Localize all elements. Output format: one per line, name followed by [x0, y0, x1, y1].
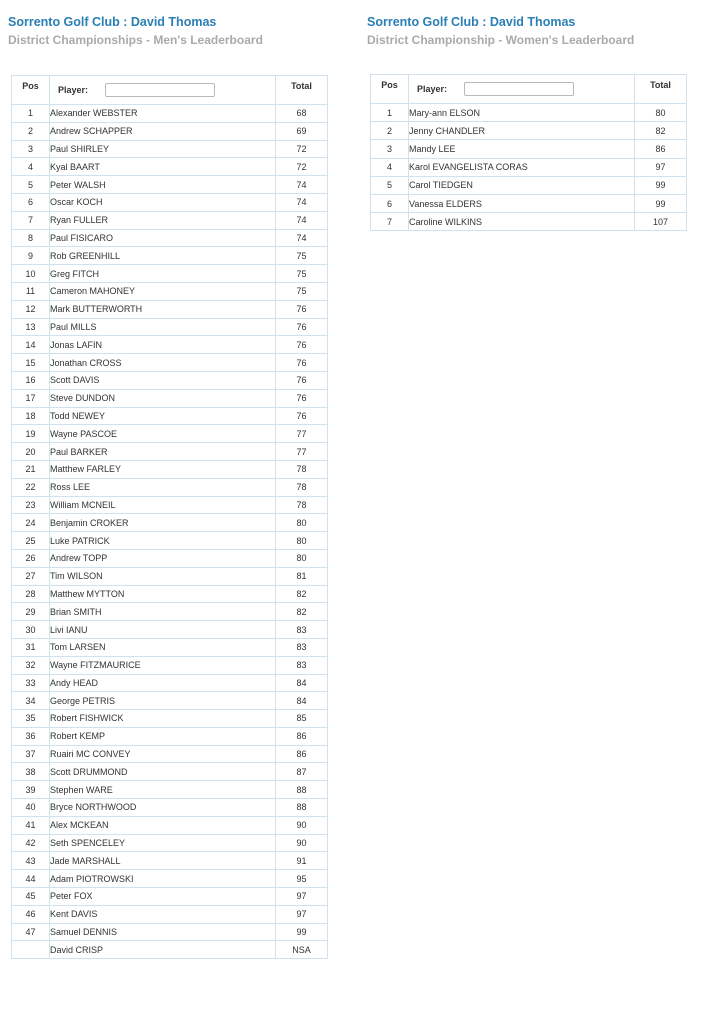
row-player-name: Tim WILSON	[50, 567, 276, 585]
row-total: 75	[276, 282, 328, 300]
row-position: 45	[12, 888, 50, 906]
row-total: 77	[276, 425, 328, 443]
row-position: 16	[12, 371, 50, 389]
row-player-name: Steve DUNDON	[50, 389, 276, 407]
row-position: 4	[371, 158, 409, 176]
row-total: 84	[276, 692, 328, 710]
row-player-name: Cameron MAHONEY	[50, 282, 276, 300]
table-row	[12, 371, 328, 389]
row-position: 9	[12, 247, 50, 265]
row-player-name: Paul SHIRLEY	[50, 140, 276, 158]
table-row	[12, 603, 328, 621]
row-position: 21	[12, 460, 50, 478]
row-player-name: Caroline WILKINS	[409, 213, 635, 231]
row-player-name: Andrew TOPP	[50, 549, 276, 567]
row-total: 82	[635, 122, 687, 140]
row-total: 86	[276, 727, 328, 745]
table-row	[12, 905, 328, 923]
table-row	[12, 247, 328, 265]
row-position: 1	[371, 104, 409, 122]
table-row	[12, 300, 328, 318]
row-position: 38	[12, 763, 50, 781]
row-player-name: Luke PATRICK	[50, 532, 276, 550]
row-position: 35	[12, 710, 50, 728]
row-total: 77	[276, 443, 328, 461]
row-total: 99	[635, 176, 687, 194]
row-player-name: Jenny CHANDLER	[409, 122, 635, 140]
row-total: 78	[276, 460, 328, 478]
row-total: 69	[276, 122, 328, 140]
row-position: 18	[12, 407, 50, 425]
table-row	[12, 799, 328, 817]
row-position: 7	[371, 213, 409, 231]
women-leaderboard-body	[371, 104, 687, 231]
row-total: 107	[635, 213, 687, 231]
row-player-name: David CRISP	[50, 941, 276, 959]
row-position: 22	[12, 478, 50, 496]
table-row	[12, 585, 328, 603]
row-total: 86	[276, 745, 328, 763]
row-total: 86	[635, 140, 687, 158]
row-player-name: Peter FOX	[50, 888, 276, 906]
row-position: 28	[12, 585, 50, 603]
row-position: 39	[12, 781, 50, 799]
row-total: 85	[276, 710, 328, 728]
pos-column-header: Pos	[371, 75, 409, 104]
row-total: 74	[276, 193, 328, 211]
row-total: 99	[635, 194, 687, 212]
row-position: 19	[12, 425, 50, 443]
row-player-name: Andy HEAD	[50, 674, 276, 692]
row-player-name: Samuel DENNIS	[50, 923, 276, 941]
table-row	[12, 941, 328, 959]
row-position: 34	[12, 692, 50, 710]
row-position: 31	[12, 638, 50, 656]
row-player-name: William MCNEIL	[50, 496, 276, 514]
row-position: 5	[12, 176, 50, 194]
table-row	[12, 443, 328, 461]
row-player-name: Livi IANU	[50, 621, 276, 639]
table-row	[371, 194, 687, 212]
table-row	[12, 336, 328, 354]
row-total: 83	[276, 656, 328, 674]
row-position: 12	[12, 300, 50, 318]
row-player-name: Scott DRUMMOND	[50, 763, 276, 781]
row-player-name: Adam PIOTROWSKI	[50, 870, 276, 888]
row-total: 91	[276, 852, 328, 870]
table-row	[12, 496, 328, 514]
row-player-name: Peter WALSH	[50, 176, 276, 194]
table-row	[12, 282, 328, 300]
table-row	[12, 727, 328, 745]
table-row	[371, 140, 687, 158]
table-row	[371, 122, 687, 140]
table-row	[12, 514, 328, 532]
row-position: 7	[12, 211, 50, 229]
row-total: 88	[276, 799, 328, 817]
row-player-name: Mark BUTTERWORTH	[50, 300, 276, 318]
row-position: 26	[12, 549, 50, 567]
row-total: 76	[276, 389, 328, 407]
row-position: 25	[12, 532, 50, 550]
row-total: 97	[635, 158, 687, 176]
row-total: 78	[276, 478, 328, 496]
row-player-name: Ruairi MC CONVEY	[50, 745, 276, 763]
row-player-name: Jonathan CROSS	[50, 354, 276, 372]
table-row	[12, 407, 328, 425]
table-row	[12, 140, 328, 158]
table-row	[12, 193, 328, 211]
row-player-name: Paul BARKER	[50, 443, 276, 461]
row-position: 20	[12, 443, 50, 461]
row-player-name: Robert KEMP	[50, 727, 276, 745]
row-position: 2	[371, 122, 409, 140]
row-player-name: Jonas LAFIN	[50, 336, 276, 354]
row-total: 97	[276, 888, 328, 906]
table-row	[12, 122, 328, 140]
row-player-name: Bryce NORTHWOOD	[50, 799, 276, 817]
row-player-name: Vanessa ELDERS	[409, 194, 635, 212]
row-position: 27	[12, 567, 50, 585]
row-total: 83	[276, 621, 328, 639]
row-position: 37	[12, 745, 50, 763]
row-position: 6	[12, 193, 50, 211]
table-row	[12, 265, 328, 283]
row-total: NSA	[276, 941, 328, 959]
row-player-name: Greg FITCH	[50, 265, 276, 283]
row-position: 4	[12, 158, 50, 176]
row-player-name: Kyal BAART	[50, 158, 276, 176]
row-position: 30	[12, 621, 50, 639]
table-row	[12, 567, 328, 585]
row-position: 41	[12, 816, 50, 834]
men-leaderboard-subtitle: District Championships - Men's Leaderboard	[8, 33, 263, 47]
row-player-name: Oscar KOCH	[50, 193, 276, 211]
men-club-title: Sorrento Golf Club : David Thomas	[8, 15, 217, 29]
row-total: 82	[276, 585, 328, 603]
men-player-filter-input[interactable]	[105, 83, 215, 97]
table-row	[12, 638, 328, 656]
row-position: 14	[12, 336, 50, 354]
women-player-filter-input[interactable]	[464, 82, 574, 96]
table-row	[12, 425, 328, 443]
table-row	[12, 176, 328, 194]
men-leaderboard-body	[12, 105, 328, 959]
table-row	[12, 158, 328, 176]
table-row	[12, 763, 328, 781]
row-position: 42	[12, 834, 50, 852]
row-total: 76	[276, 371, 328, 389]
row-position: 5	[371, 176, 409, 194]
table-row	[12, 923, 328, 941]
row-player-name: Rob GREENHILL	[50, 247, 276, 265]
row-player-name: Brian SMITH	[50, 603, 276, 621]
row-player-name: Mandy LEE	[409, 140, 635, 158]
row-player-name: Benjamin CROKER	[50, 514, 276, 532]
row-player-name: Stephen WARE	[50, 781, 276, 799]
table-row	[12, 816, 328, 834]
row-player-name: Kent DAVIS	[50, 905, 276, 923]
row-player-name: Matthew FARLEY	[50, 460, 276, 478]
row-total: 80	[276, 549, 328, 567]
table-row	[12, 105, 328, 123]
women-club-title: Sorrento Golf Club : David Thomas	[367, 15, 576, 29]
women-leaderboard-table	[370, 74, 687, 231]
player-filter-label: Player:	[417, 84, 448, 94]
row-total: 97	[276, 905, 328, 923]
table-row	[371, 213, 687, 231]
row-position: 17	[12, 389, 50, 407]
row-player-name: Andrew SCHAPPER	[50, 122, 276, 140]
row-total: 88	[276, 781, 328, 799]
table-row	[12, 532, 328, 550]
player-column-header	[409, 75, 635, 104]
pos-column-header: Pos	[12, 76, 50, 105]
row-position: 44	[12, 870, 50, 888]
table-row	[12, 549, 328, 567]
row-position: 15	[12, 354, 50, 372]
row-total: 95	[276, 870, 328, 888]
table-row	[12, 674, 328, 692]
row-position: 8	[12, 229, 50, 247]
player-column-header	[50, 76, 276, 105]
row-player-name: Tom LARSEN	[50, 638, 276, 656]
row-position: 3	[371, 140, 409, 158]
row-position: 23	[12, 496, 50, 514]
row-player-name: Scott DAVIS	[50, 371, 276, 389]
table-row	[12, 710, 328, 728]
row-total: 82	[276, 603, 328, 621]
row-position: 40	[12, 799, 50, 817]
row-total: 75	[276, 265, 328, 283]
row-position: 24	[12, 514, 50, 532]
row-position: 11	[12, 282, 50, 300]
row-position: 6	[371, 194, 409, 212]
row-total: 80	[276, 514, 328, 532]
row-position: 33	[12, 674, 50, 692]
table-row	[12, 834, 328, 852]
men-leaderboard-table	[11, 75, 328, 959]
row-total: 76	[276, 336, 328, 354]
table-row	[12, 621, 328, 639]
row-position: 3	[12, 140, 50, 158]
row-player-name: Carol TIEDGEN	[409, 176, 635, 194]
row-total: 80	[276, 532, 328, 550]
table-row	[12, 389, 328, 407]
row-player-name: Paul FISICARO	[50, 229, 276, 247]
table-row	[371, 104, 687, 122]
row-player-name: Seth SPENCELEY	[50, 834, 276, 852]
table-row	[12, 229, 328, 247]
row-player-name: Wayne FITZMAURICE	[50, 656, 276, 674]
row-total: 72	[276, 140, 328, 158]
table-row	[12, 478, 328, 496]
row-position: 13	[12, 318, 50, 336]
row-player-name: Ross LEE	[50, 478, 276, 496]
table-row	[12, 211, 328, 229]
row-total: 99	[276, 923, 328, 941]
row-player-name: Wayne PASCOE	[50, 425, 276, 443]
row-position: 29	[12, 603, 50, 621]
row-total: 80	[635, 104, 687, 122]
row-position: 2	[12, 122, 50, 140]
row-total: 90	[276, 834, 328, 852]
row-total: 76	[276, 300, 328, 318]
row-total: 74	[276, 211, 328, 229]
table-row	[12, 781, 328, 799]
table-header-row	[12, 76, 328, 105]
row-player-name: Alex MCKEAN	[50, 816, 276, 834]
table-row	[12, 852, 328, 870]
row-player-name: Todd NEWEY	[50, 407, 276, 425]
row-total: 81	[276, 567, 328, 585]
row-player-name: Jade MARSHALL	[50, 852, 276, 870]
row-player-name: Robert FISHWICK	[50, 710, 276, 728]
table-row	[12, 888, 328, 906]
row-total: 74	[276, 176, 328, 194]
table-row	[12, 354, 328, 372]
table-header-row	[371, 75, 687, 104]
total-column-header: Total	[635, 75, 687, 104]
row-position: 47	[12, 923, 50, 941]
table-row	[371, 158, 687, 176]
table-row	[12, 692, 328, 710]
row-total: 72	[276, 158, 328, 176]
row-player-name: Alexander WEBSTER	[50, 105, 276, 123]
women-leaderboard-subtitle: District Championship - Women's Leaderboard	[367, 33, 635, 47]
row-total: 76	[276, 407, 328, 425]
row-player-name: Paul MILLS	[50, 318, 276, 336]
row-total: 90	[276, 816, 328, 834]
row-player-name: Mary-ann ELSON	[409, 104, 635, 122]
row-player-name: George PETRIS	[50, 692, 276, 710]
row-total: 75	[276, 247, 328, 265]
player-filter-label: Player:	[58, 85, 89, 95]
row-total: 83	[276, 638, 328, 656]
row-player-name: Ryan FULLER	[50, 211, 276, 229]
row-total: 78	[276, 496, 328, 514]
row-position: 36	[12, 727, 50, 745]
table-row	[12, 318, 328, 336]
row-position: 43	[12, 852, 50, 870]
row-total: 76	[276, 354, 328, 372]
row-position: 32	[12, 656, 50, 674]
row-player-name: Matthew MYTTON	[50, 585, 276, 603]
table-row	[12, 870, 328, 888]
row-position: 46	[12, 905, 50, 923]
row-position: 10	[12, 265, 50, 283]
row-total: 87	[276, 763, 328, 781]
table-row	[12, 745, 328, 763]
row-position	[12, 941, 50, 959]
row-total: 76	[276, 318, 328, 336]
table-row	[12, 460, 328, 478]
row-player-name: Karol EVANGELISTA CORAS	[409, 158, 635, 176]
table-row	[12, 656, 328, 674]
row-total: 84	[276, 674, 328, 692]
total-column-header: Total	[276, 76, 328, 105]
row-total: 68	[276, 105, 328, 123]
table-row	[371, 176, 687, 194]
row-position: 1	[12, 105, 50, 123]
row-total: 74	[276, 229, 328, 247]
